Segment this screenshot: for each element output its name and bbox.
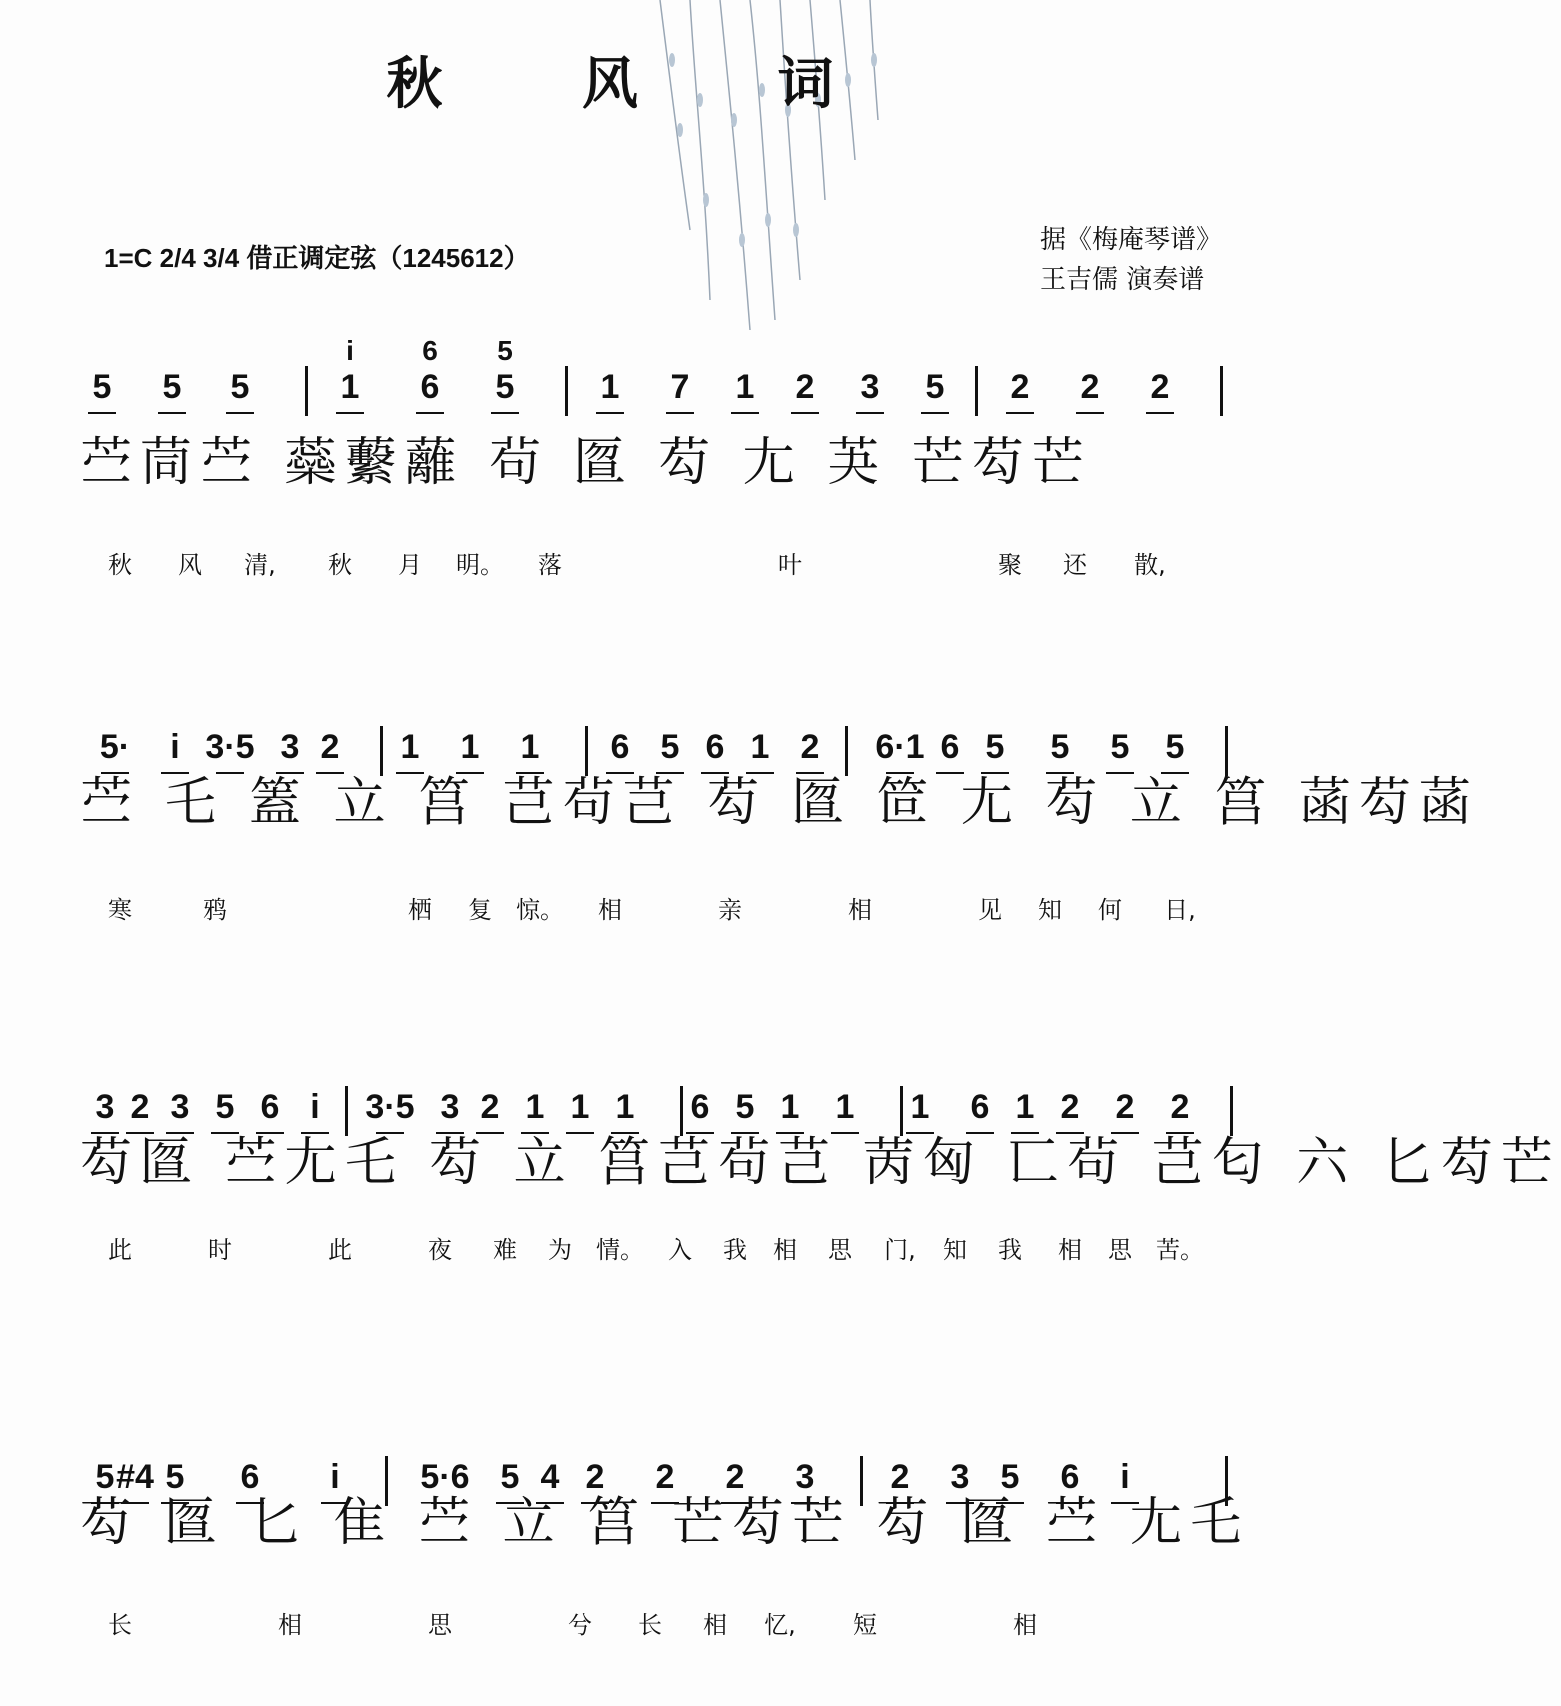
note: 5 bbox=[925, 368, 945, 406]
lyric-character: 思 bbox=[1108, 1236, 1132, 1264]
bar-line bbox=[975, 366, 978, 416]
lyric-character: 时 bbox=[208, 1236, 232, 1264]
lyric-character: 聚 bbox=[998, 551, 1022, 579]
note: 5 bbox=[215, 1088, 235, 1126]
lyric-character: 复 bbox=[468, 896, 492, 924]
note: 5 bbox=[1165, 728, 1185, 766]
lyric-character: 栖 bbox=[408, 896, 432, 924]
lyric-character: 苦。 bbox=[1156, 1236, 1204, 1264]
note: 1 bbox=[780, 1088, 800, 1126]
bar-line bbox=[565, 366, 568, 416]
note: 2 bbox=[1150, 368, 1170, 406]
note: 6 bbox=[940, 728, 960, 766]
note: 1 bbox=[1015, 1088, 1035, 1126]
beam-line bbox=[731, 412, 759, 414]
note: 3 bbox=[170, 1088, 190, 1126]
upper-note: 5 bbox=[497, 335, 513, 366]
note: 3 bbox=[860, 368, 880, 406]
note: 1 bbox=[835, 1088, 855, 1126]
note: 2 bbox=[1060, 1088, 1080, 1126]
beam-line bbox=[336, 412, 364, 414]
lyric-character: 为 bbox=[548, 1236, 572, 1264]
lyric-character: 门, bbox=[884, 1236, 916, 1264]
note: 5 bbox=[1110, 728, 1130, 766]
beam-line bbox=[921, 412, 949, 414]
note: 3 bbox=[950, 1458, 970, 1496]
beam-line bbox=[666, 412, 694, 414]
note: 1 bbox=[570, 1088, 590, 1126]
note: 1 bbox=[460, 728, 480, 766]
note: 6 bbox=[610, 728, 630, 766]
note: 2 bbox=[130, 1088, 150, 1126]
note: 6 bbox=[705, 728, 725, 766]
lyric-character: 月 bbox=[398, 551, 422, 579]
beam-line bbox=[88, 412, 116, 414]
lyric-character: 我 bbox=[998, 1236, 1022, 1264]
note: 5 bbox=[165, 1458, 185, 1496]
lyric-character: 鸦 bbox=[203, 896, 227, 924]
note: 6 bbox=[970, 1088, 990, 1126]
lyric-character: 此 bbox=[108, 1236, 132, 1264]
lyric-character: 兮 bbox=[568, 1611, 592, 1639]
beam-line bbox=[596, 412, 624, 414]
lyric-character: 惊。 bbox=[516, 896, 564, 924]
note: 1 bbox=[735, 368, 755, 406]
beam-line bbox=[791, 412, 819, 414]
beam-line bbox=[856, 412, 884, 414]
lyric-character: 清, bbox=[244, 551, 276, 579]
note: 4 bbox=[540, 1458, 560, 1496]
beam-line bbox=[1146, 412, 1174, 414]
lyric-character: 忆, bbox=[764, 1611, 796, 1639]
lyric-character: 秋 bbox=[328, 551, 352, 579]
note: 5 bbox=[500, 1458, 520, 1496]
key-signature: 1=C 2/4 3/4 借正调定弦（1245612） bbox=[104, 243, 530, 273]
note: 2 bbox=[320, 728, 340, 766]
lyric-character: 寒 bbox=[108, 896, 132, 924]
note: 1 bbox=[600, 368, 620, 406]
lyric-character: 思 bbox=[828, 1236, 852, 1264]
beam-line bbox=[158, 412, 186, 414]
lyric-character: 相 bbox=[278, 1611, 302, 1639]
note: 5· bbox=[99, 728, 131, 766]
note: 3·5 bbox=[365, 1088, 415, 1126]
lyric-character: 难 bbox=[493, 1236, 517, 1264]
note: 2 bbox=[1080, 368, 1100, 406]
note: 2 bbox=[795, 368, 815, 406]
note: 6 bbox=[240, 1458, 260, 1496]
lyric-character: 见 bbox=[978, 896, 1002, 924]
beam-line bbox=[1006, 412, 1034, 414]
upper-note: 6 bbox=[422, 335, 438, 366]
note: 1 bbox=[750, 728, 770, 766]
lyric-character: 相 bbox=[1058, 1236, 1082, 1264]
note: 5 bbox=[1050, 728, 1070, 766]
note: 5 bbox=[1000, 1458, 1020, 1496]
lyric-character: 短 bbox=[853, 1611, 877, 1639]
lyric-character: 秋 bbox=[108, 551, 132, 579]
note: 5 bbox=[230, 368, 250, 406]
note: 1 bbox=[340, 368, 360, 406]
note: 5·6 bbox=[420, 1458, 470, 1496]
note: 2 bbox=[1170, 1088, 1190, 1126]
lyric-character: 亲 bbox=[718, 896, 742, 924]
note: 6 bbox=[690, 1088, 710, 1126]
notes-row-3 bbox=[0, 1050, 1280, 1130]
note: 2 bbox=[655, 1458, 675, 1496]
lyric-character: 入 bbox=[668, 1236, 692, 1264]
lyric-character: 夜 bbox=[428, 1236, 452, 1264]
note: 6 bbox=[420, 368, 440, 406]
notes-row-1 bbox=[0, 330, 1280, 410]
lyric-character: 相 bbox=[703, 1611, 727, 1639]
lyric-character: 相 bbox=[848, 896, 872, 924]
note: 3 bbox=[795, 1458, 815, 1496]
lyric-character: 相 bbox=[598, 896, 622, 924]
note: 3 bbox=[280, 728, 300, 766]
lyric-character: 还 bbox=[1063, 551, 1087, 579]
tablature-row-4: 芶 匫 匕 隹 苎 立 筥 芒芶芒 芶 匫 苎 尢乇 bbox=[80, 1493, 1250, 1553]
tablature-row-3: 芶匫 苎尢乇 芶 立 筥芑茍芑 苪匈 匸茍 芑匂 六 匕芶芒 bbox=[80, 1133, 1561, 1193]
note: 5 bbox=[162, 368, 182, 406]
tablature-row-1: 苎茼苎 蘂蘻蘺 茍 匫 芶 尢 芵 芒芶芒 bbox=[80, 433, 1092, 493]
bar-line bbox=[1220, 366, 1223, 416]
note: 3 bbox=[440, 1088, 460, 1126]
lyric-character: 散, bbox=[1134, 551, 1166, 579]
note: 2 bbox=[890, 1458, 910, 1496]
lyric-character: 明。 bbox=[456, 551, 504, 579]
lyric-character: 情。 bbox=[596, 1236, 644, 1264]
lyric-character: 落 bbox=[538, 551, 562, 579]
lyric-character: 叶 bbox=[778, 551, 802, 579]
upper-note: i bbox=[346, 335, 354, 366]
note: 6 bbox=[1060, 1458, 1080, 1496]
beam-line bbox=[1076, 412, 1104, 414]
note: 3 bbox=[95, 1088, 115, 1126]
note: 6 bbox=[260, 1088, 280, 1126]
notes-row-2 bbox=[0, 690, 1280, 770]
lyric-character: 长 bbox=[108, 1611, 132, 1639]
beam-line bbox=[226, 412, 254, 414]
tablature-row-2: 苎 乇 篕 立 筥 芑茍芑 芶 匫 笸 尢 芶 立 筥 菡芶菡 bbox=[80, 773, 1479, 833]
note: 1 bbox=[520, 728, 540, 766]
page-title: 秋 风 词 bbox=[386, 51, 894, 117]
lyric-character: 何 bbox=[1098, 896, 1122, 924]
lyric-character: 日, bbox=[1164, 896, 1196, 924]
note: 1 bbox=[400, 728, 420, 766]
note: 5 bbox=[735, 1088, 755, 1126]
note: 2 bbox=[800, 728, 820, 766]
note: 2 bbox=[480, 1088, 500, 1126]
note: 1 bbox=[615, 1088, 635, 1126]
note: 1 bbox=[910, 1088, 930, 1126]
source-credit bbox=[1040, 220, 1222, 300]
note: i bbox=[330, 1458, 340, 1496]
note: 6·1 bbox=[875, 728, 925, 766]
lyric-character: 相 bbox=[773, 1236, 797, 1264]
note: i bbox=[310, 1088, 320, 1126]
beam-line bbox=[491, 412, 519, 414]
note: 5 bbox=[95, 1458, 115, 1496]
lyric-character: 思 bbox=[428, 1611, 452, 1639]
note: i bbox=[170, 728, 180, 766]
bar-line bbox=[305, 366, 308, 416]
note: 2 bbox=[585, 1458, 605, 1496]
note: 3·5 bbox=[205, 728, 255, 766]
note: 5 bbox=[660, 728, 680, 766]
note: #4 bbox=[116, 1458, 154, 1496]
note: 5 bbox=[495, 368, 515, 406]
lyric-character: 知 bbox=[943, 1236, 967, 1264]
note: 5 bbox=[985, 728, 1005, 766]
lyric-character: 长 bbox=[638, 1611, 662, 1639]
lyric-character: 此 bbox=[328, 1236, 352, 1264]
source-line-1: 据《梅庵琴谱》 bbox=[1039, 225, 1222, 255]
note: 2 bbox=[725, 1458, 745, 1496]
beam-line bbox=[416, 412, 444, 414]
note: 5 bbox=[92, 368, 112, 406]
source-line-2: 王吉儒 演奏谱 bbox=[1039, 265, 1205, 295]
note: 2 bbox=[1010, 368, 1030, 406]
lyric-character: 风 bbox=[178, 551, 202, 579]
note: 2 bbox=[1115, 1088, 1135, 1126]
lyric-character: 我 bbox=[723, 1236, 747, 1264]
note: 7 bbox=[670, 368, 690, 406]
lyric-character: 相 bbox=[1013, 1611, 1037, 1639]
lyric-character: 知 bbox=[1038, 896, 1062, 924]
note: i bbox=[1120, 1458, 1130, 1496]
note: 1 bbox=[525, 1088, 545, 1126]
